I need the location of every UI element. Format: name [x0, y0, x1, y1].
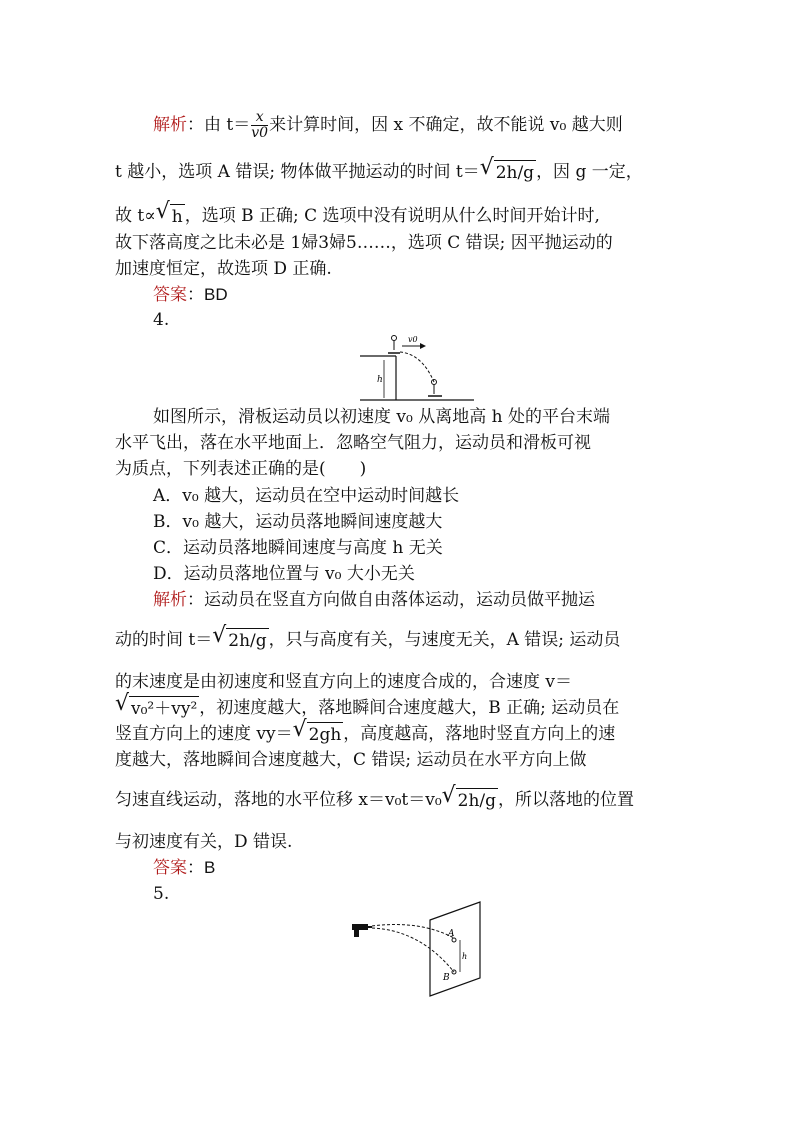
text-segment: 匀速直线运动，落地的水平位移 x＝v₀t＝v₀: [115, 790, 442, 810]
question-5-number: 5.: [153, 884, 170, 904]
option-a: A．v₀ 越大，运动员在空中运动时间越长: [153, 486, 460, 506]
text-segment: ，只与高度有关，与速度无关，A 错误; 运动员: [268, 630, 621, 650]
height-label: h: [462, 952, 468, 961]
frac-den: v0: [251, 125, 269, 141]
question-4-line-3: 为质点，下列表述正确的是( ): [115, 459, 367, 479]
question-4-line-1: 如图所示，滑板运动员以初速度 v₀ 从离地高 h 处的平台末端: [153, 407, 610, 427]
sqrt-2h-over-g: [480, 160, 536, 185]
text-segment: ，选项 B 正确; C 选项中没有说明从什么时间开始计时,: [184, 206, 600, 226]
analysis-line-3: [115, 204, 680, 229]
skateboarder-figure: [356, 330, 476, 402]
frac-num: x: [251, 110, 268, 126]
analysis2-line-5: [115, 722, 680, 747]
sqrt-h: [156, 204, 185, 229]
text-segment: 动的时间 t＝: [115, 630, 213, 650]
option-d: D．运动员落地位置与 v₀ 大小无关: [153, 564, 415, 584]
radicand: v₀²＋vy²: [129, 696, 199, 721]
answer-1: [153, 283, 718, 307]
sqrt-2gh: [293, 722, 344, 747]
radicand: 2h/g: [494, 160, 536, 185]
point-a-label: A: [448, 929, 455, 939]
radicand: 2h/g: [456, 788, 498, 813]
point-b-label: B: [443, 973, 450, 983]
text-segment: ：由 t＝: [187, 115, 251, 135]
answer-2: [153, 856, 718, 880]
analysis-label: 解析: [153, 115, 187, 135]
text-segment: ，所以落地的位置: [498, 790, 635, 810]
height-label: h: [377, 375, 383, 385]
text-segment: ：运动员在竖直方向做自由落体运动，运动员做平抛运: [187, 590, 595, 610]
analysis2-line-8: 与初速度有关，D 错误.: [115, 832, 293, 852]
text-segment: 来计算时间，因 x 不确定，故不能说 v₀ 越大则: [269, 115, 623, 135]
question-4-line-2: 水平飞出，落在水平地面上．忽略空气阻力，运动员和滑板可视: [115, 433, 591, 453]
target-board: [430, 902, 480, 996]
option-c: C．运动员落地瞬间速度与高度 h 无关: [153, 538, 443, 558]
analysis2-line-1: [153, 588, 718, 612]
radicand: 2h/g: [226, 628, 268, 653]
analysis2-line-3: 的末速度是由初速度和竖直方向上的速度合成的，合速度 v＝: [115, 672, 573, 692]
text-segment: 竖直方向上的速度 vy＝: [115, 724, 293, 744]
answer-value: ：BD: [187, 285, 228, 304]
answer-label: 答案: [153, 858, 187, 878]
radicand: h: [170, 204, 185, 229]
sqrt-2h-over-g: [212, 628, 268, 653]
question-4-number: 4.: [153, 310, 170, 330]
answer-label: 答案: [153, 285, 187, 305]
analysis2-line-7: [115, 788, 680, 813]
analysis2-line-2: [115, 628, 680, 653]
sqrt-velocity-sum: [115, 696, 199, 721]
analysis-line-1: [153, 110, 718, 141]
analysis-label: 解析: [153, 590, 187, 610]
text-segment: t 越小，选项 A 错误; 物体做平抛运动的时间 t＝: [115, 162, 480, 182]
velocity-label: v0: [408, 335, 418, 344]
analysis-line-4: 故下落高度之比未必是 1婦3婦5……，选项 C 错误; 因平抛运动的: [115, 233, 613, 253]
answer-value: ：B: [187, 858, 216, 877]
text-segment: 故 t∝: [115, 206, 156, 226]
fraction-x-over-v0: [251, 110, 268, 141]
text-segment: ，初速度越大，落地瞬间合速度越大，B 正确; 运动员在: [199, 698, 620, 718]
text-segment: ，因 g 一定，: [536, 162, 643, 182]
radicand: 2gh: [307, 722, 344, 747]
analysis2-line-4: [115, 696, 680, 721]
option-b: B．v₀ 越大，运动员落地瞬间速度越大: [153, 512, 443, 532]
gun-target-figure: [350, 900, 510, 1000]
text-segment: ，高度越高，落地时竖直方向上的速: [343, 724, 616, 744]
analysis-line-5: 加速度恒定，故选项 D 正确.: [115, 259, 332, 279]
analysis2-line-6: 度越大，落地瞬间合速度越大，C 错误; 运动员在水平方向上做: [115, 750, 587, 770]
analysis-line-2: [115, 160, 680, 185]
sqrt-2h-over-g: [442, 788, 498, 813]
